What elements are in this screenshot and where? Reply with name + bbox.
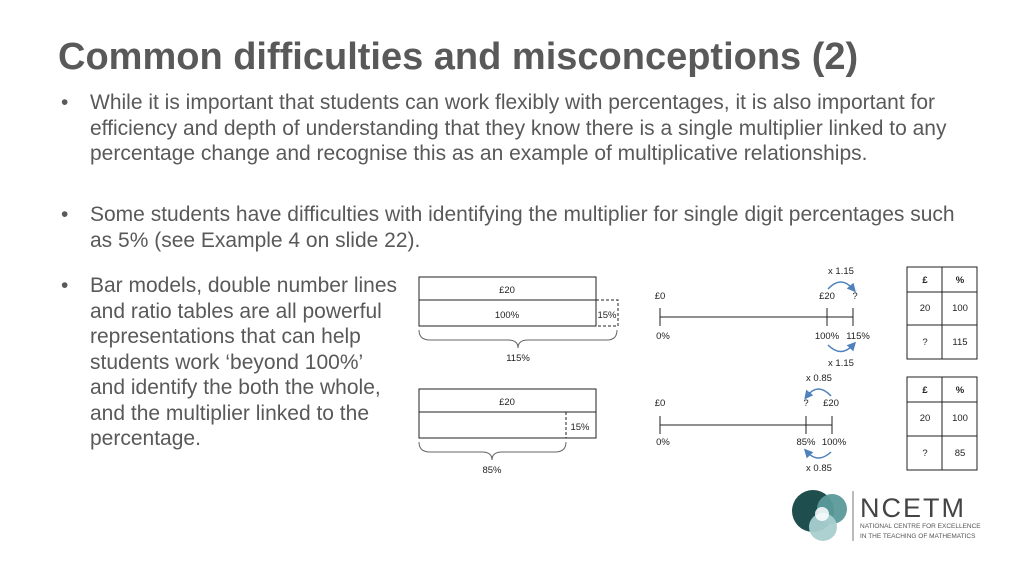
rt-1-header-pounds: £: [922, 275, 928, 286]
rt-2-cell: ?: [922, 448, 928, 459]
nl-1-end-value: ?: [852, 291, 858, 302]
nl-2-top-multiplier: x 0.85: [806, 373, 832, 384]
number-line-1: [655, 266, 871, 369]
rt-2-header-pounds: £: [922, 385, 928, 396]
rt-1-header-percent: %: [955, 275, 965, 286]
bar-2-whole-label: £20: [499, 397, 515, 408]
bar-1-total-label: 115%: [506, 353, 530, 364]
bullet-marker: •: [61, 274, 69, 297]
rt-2-cell: 20: [919, 413, 931, 424]
nl-2-end-value: £20: [823, 398, 839, 409]
rt-1-cell: 115: [952, 337, 968, 348]
nl-2-bottom-multiplier: x 0.85: [806, 463, 832, 474]
nl-1-bottom-multiplier: x 1.15: [828, 358, 854, 369]
ncetm-logo: [792, 490, 981, 541]
logo-line-1: NATIONAL CENTRE FOR EXCELLENCE: [860, 523, 981, 530]
nl-1-start-percent: 0%: [656, 331, 670, 342]
bar-2-total-label: 85%: [482, 465, 502, 476]
slide-title: Common difficulties and misconceptions (2): [58, 36, 859, 78]
nl-2-top-arrow: [807, 389, 831, 396]
logo-circles-icon: [792, 490, 847, 541]
bar-2-brace: [419, 442, 566, 460]
nl-1-top-multiplier: x 1.15: [828, 266, 854, 277]
bar-1-percent-label: 100%: [494, 310, 520, 321]
rt-2-cell: 85: [954, 448, 966, 459]
bar-1-brace: [419, 330, 617, 348]
bullet-2-text: Some students have difficulties with identifying the multiplier for single digit percentages such as 5% (see Example 4 on slide 22).: [90, 203, 955, 252]
bullet-3-text: Bar models, double number lines and ratio tables are all powerful representations that can help students work ‘beyond 100%’ and identify the both the whole, and the multiplier linked to the percentage.: [90, 274, 398, 450]
rt-2-cell: 100: [952, 413, 968, 424]
nl-2-mid-percent: 85%: [796, 437, 816, 448]
nl-1-top-arrow: [828, 282, 853, 289]
nl-1-mid-percent: 100%: [814, 331, 840, 342]
rt-1-cell: 20: [919, 303, 931, 314]
nl-1-end-percent: 115%: [846, 331, 870, 342]
rt-2-header-percent: %: [955, 385, 965, 396]
bullet-marker: •: [61, 91, 69, 114]
bullet-1-text: While it is important that students can work flexibly with percentages, it is also important for efficiency and depth of understanding that they know there is a single multiplier linked to any percentage change and recognise this as an example of multiplicative relationships.: [90, 91, 947, 165]
nl-1-bottom-arrow: [828, 345, 853, 352]
ratio-table-2: [907, 377, 977, 470]
bar-model-1: [419, 277, 618, 364]
bullet-marker: •: [61, 203, 69, 226]
rt-1-cell: 100: [952, 303, 968, 314]
bar-1-extra-label: 15%: [597, 310, 617, 321]
bar-model-2: [419, 389, 596, 476]
ratio-table-1: [907, 267, 977, 359]
nl-2-bottom-arrow: [807, 452, 831, 458]
number-line-2: [655, 373, 847, 474]
nl-1-mid-value: £20: [819, 291, 835, 302]
rt-1-cell: ?: [922, 337, 928, 348]
nl-1-start-value: £0: [654, 291, 666, 302]
logo-line-2: IN THE TEACHING OF MATHEMATICS: [860, 533, 976, 540]
nl-2-end-percent: 100%: [821, 437, 847, 448]
nl-2-mid-value: ?: [803, 398, 809, 409]
nl-2-start-value: £0: [654, 398, 666, 409]
logo-name: NCETM: [860, 493, 966, 523]
bar-2-extra-label: 15%: [570, 422, 590, 433]
bar-1-whole-label: £20: [499, 285, 515, 296]
nl-2-start-percent: 0%: [656, 437, 670, 448]
